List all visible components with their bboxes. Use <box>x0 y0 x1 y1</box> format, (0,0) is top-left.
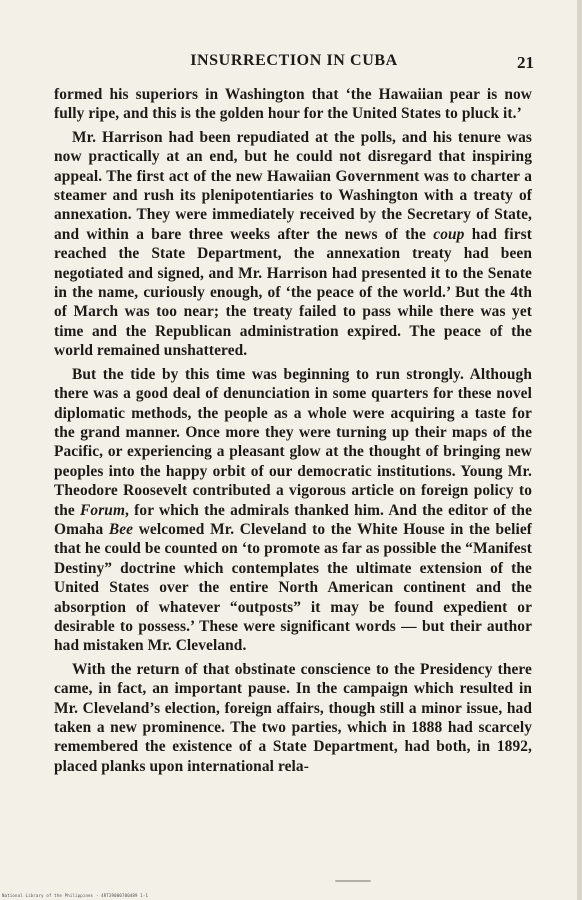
paragraph-2-italic-coup: coup <box>433 225 465 243</box>
paragraph-3 <box>54 365 532 656</box>
page-number: 21 <box>517 53 534 72</box>
paragraph-4-text: With the return of that obstinate conscience to the Presidency there came, in fact, an important pause. In the campaign which resulted in Mr. Cleveland’s election, foreign affairs, though still a minor issue, had taken a new prominence. The two parties, which in 1888 had scarcely remembered the existence of a State Department, had both, in 1892, placed planks upon international rela- <box>54 660 532 775</box>
body-text <box>54 85 532 776</box>
paragraph-2-text-a: Mr. Harrison had been repudiated at the polls, and his tenure was now practically at an end, but he could not disregard that inspiring appeal. The first act of the new Hawaiian Government was to charter a steamer and rush its plenipotentiaries to Washington with a treaty of annexation. They were immediately received by the Secretary of State, and within a bare three weeks after the news of the <box>54 128 532 243</box>
paragraph-2 <box>54 128 532 361</box>
paragraph-3-text-c: welcomed Mr. Cleveland to the White House in the belief that he could be counted on ‘to promote as far as possible the “Manifest Destiny” doctrine which contemplates the ultimate extension of the United States over the entire North American continent and the absorption of whatever “outposts” it may be found expedient or desirable to possess.’ These were significant words — but their author had mistaken Mr. Cleveland. <box>54 520 532 655</box>
paragraph-3-text-b: , for which the admirals thanked him. And the editor of the Omaha <box>54 501 532 538</box>
page-header <box>54 48 534 76</box>
paragraph-1-text: formed his superiors in Washington that ‘the Hawaiian pear is now fully ripe, and this is the golden hour for the United States to pluck it.’ <box>54 86 532 123</box>
paragraph-4 <box>54 660 532 776</box>
paragraph-2-text-b: had first reached the State Department, the annexation treaty had been negotiated and signed, and Mr. Harrison had presented it to the Senate in the name, curiously enough, of ‘the peace of the world.’ But the 4th of March was too near; the treaty failed to pass while there was yet time and the Republican administration expired. The peace of the world remained unshattered. <box>54 225 532 360</box>
page-edge <box>577 0 582 900</box>
paragraph-1 <box>54 85 532 124</box>
running-title: INSURRECTION IN CUBA <box>190 52 398 69</box>
scan-footer-note: National Library of the Philippines · 4RT39000700489 1-1 <box>2 893 149 898</box>
scan-mark <box>335 880 371 882</box>
paragraph-3-italic-forum: Forum <box>80 501 126 519</box>
paragraph-3-italic-bee: Bee <box>108 520 134 538</box>
paragraph-3-text-a: But the tide by this time was beginning to run strongly. Although there was a good deal of denunciation in some quarters for these novel diplomatic methods, the people as a whole were acquiring a taste for the grand manner. Once more they were turning up their maps of the Pacific, or experiencing a pleasant glow at the thought of bringing new peoples into the happy orbit of our democratic institutions. Young Mr. Theodore Roosevelt contributed a vigorous article on foreign policy to the <box>54 365 532 519</box>
